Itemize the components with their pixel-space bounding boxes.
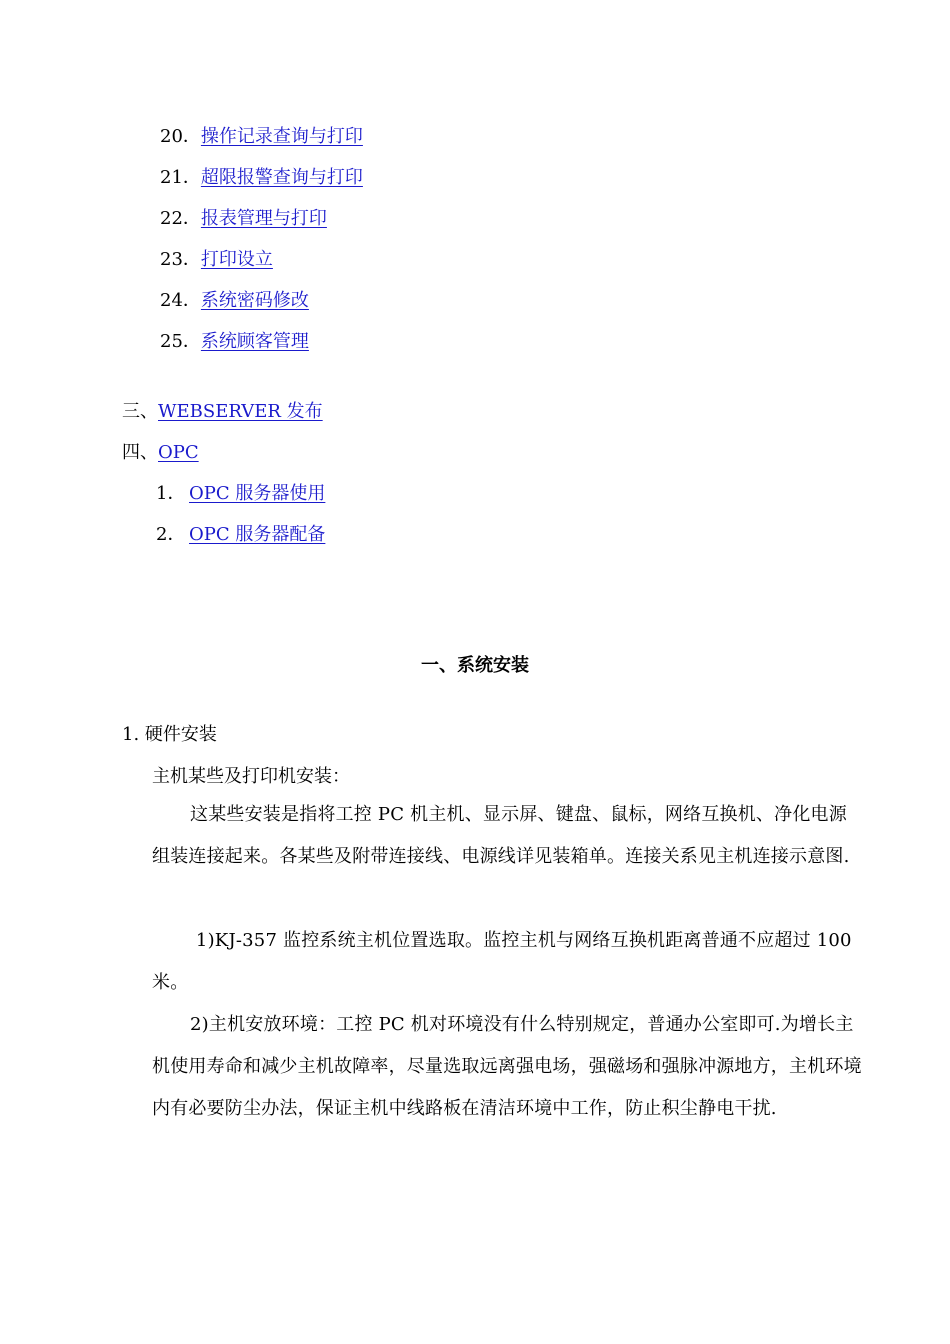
- toc-opc-item-2[interactable]: [156, 523, 325, 547]
- toc-link[interactable]: 报表管理与打印: [200, 208, 327, 229]
- toc-section-number: 三、: [122, 401, 158, 422]
- toc-link[interactable]: OPC 服务器使用: [189, 483, 326, 504]
- paragraph-text: 2)主机安放环境：工控 PC 机对环境没有什么特别规定，普通办公室即可.为增长主机使用寿命和减少主机故障率，尽量选取远离强电场，强磁场和强脉冲源地方，主机环境内有必要防尘办法，保证主机中线路板在清洁环境中工作，防止积尘静电干扰.: [152, 1014, 862, 1119]
- toc-item-number: 21．: [160, 167, 201, 188]
- toc-link[interactable]: 系统密码修改: [200, 290, 309, 311]
- toc-link[interactable]: 系统顾客管理: [200, 331, 309, 352]
- toc-item-23[interactable]: [160, 248, 273, 272]
- toc-link[interactable]: OPC: [158, 442, 199, 463]
- subsection-subtitle: 主机某些及打印机安装：: [152, 766, 350, 787]
- toc-link[interactable]: 操作记录查询与打印: [200, 126, 363, 147]
- toc-item-number: 20．: [160, 126, 201, 147]
- toc-item-number: 25．: [160, 331, 201, 352]
- toc-link[interactable]: 打印设立: [200, 249, 273, 270]
- toc-section-4[interactable]: [122, 441, 199, 465]
- toc-link[interactable]: WEBSERVER 发布: [158, 401, 323, 422]
- toc-item-number: 23．: [160, 249, 201, 270]
- toc-item-number: 24．: [160, 290, 201, 311]
- paragraph-3: [152, 1004, 864, 1130]
- paragraph-2: [152, 920, 864, 1004]
- toc-item-24[interactable]: [160, 289, 309, 313]
- toc-item-21[interactable]: [160, 166, 363, 190]
- toc-item-number: 2．: [156, 524, 186, 545]
- paragraph-text: 1)KJ-357 监控系统主机位置选取。监控主机与网络互换机距离普通不应超过 100 米。: [152, 930, 852, 993]
- toc-item-number: 1．: [156, 483, 186, 504]
- toc-item-25[interactable]: [160, 330, 309, 354]
- toc-opc-item-1[interactable]: [156, 482, 325, 506]
- toc-link[interactable]: OPC 服务器配备: [189, 524, 326, 545]
- paragraph-1: [152, 794, 864, 878]
- toc-item-number: 22．: [160, 208, 201, 229]
- toc-section-number: 四、: [122, 442, 158, 463]
- subsection-title: 1. 硬件安装: [122, 724, 217, 745]
- toc-item-20[interactable]: [160, 125, 363, 149]
- toc-item-22[interactable]: [160, 207, 327, 231]
- paragraph-text: 这某些安装是指将工控 PC 机主机、显示屏、键盘、鼠标，网络互换机、净化电源组装连接起来。各某些及附带连接线、电源线详见装箱单。连接关系见主机连接示意图.: [152, 804, 850, 867]
- toc-link[interactable]: 超限报警查询与打印: [200, 167, 363, 188]
- toc-section-3[interactable]: [122, 400, 323, 424]
- section-heading: 一、系统安装: [421, 655, 529, 676]
